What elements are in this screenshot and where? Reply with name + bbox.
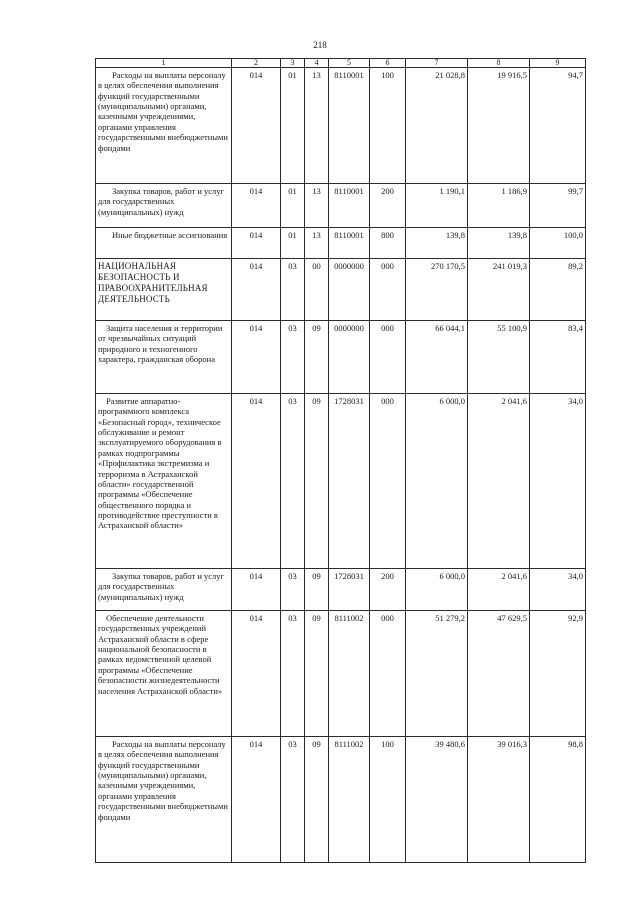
cell-subsection: 09 (305, 394, 329, 569)
row-name-cell (96, 569, 232, 611)
cell-plan: 39 480,6 (406, 737, 468, 863)
cell-subsection: 09 (305, 569, 329, 611)
cell-expense-type: 000 (370, 321, 406, 394)
cell-percent: 100,0 (530, 228, 586, 259)
row-name-cell (96, 394, 232, 569)
row-name-cell (96, 259, 232, 321)
cell-target-item: 8110001 (329, 228, 370, 259)
cell-percent: 34,0 (530, 569, 586, 611)
table-row (96, 68, 586, 184)
cell-expense-type: 200 (370, 569, 406, 611)
cell-plan: 139,8 (406, 228, 468, 259)
cell-grbs: 014 (232, 68, 281, 184)
cell-section: 03 (281, 394, 305, 569)
cell-target-item: 8111002 (329, 611, 370, 737)
cell-percent: 94,7 (530, 68, 586, 184)
table-row (96, 569, 586, 611)
cell-actual: 139,8 (468, 228, 530, 259)
cell-subsection: 13 (305, 68, 329, 184)
cell-target-item: 0000000 (329, 259, 370, 321)
cell-expense-type: 200 (370, 184, 406, 228)
column-header: 6 (370, 59, 406, 68)
row-name: Закупка товаров, работ и услуг для государственных (муниципальных) нужд (98, 186, 225, 217)
row-name-cell (96, 184, 232, 228)
cell-percent: 89,2 (530, 259, 586, 321)
cell-section: 03 (281, 569, 305, 611)
cell-actual: 2 041,6 (468, 394, 530, 569)
cell-target-item: 8111002 (329, 737, 370, 863)
row-name: Развитие аппаратно-программного комплекса «Безопасный город», техническое обслуживание и ремонт эксплуатируемого оборудования в рамках подпрограммы «Профилактика экстремизма и терроризма в Астраханской области» государственной программы «Обеспечение общественного порядка и противодействие преступности в Астраханской области» (98, 396, 222, 531)
table-row (96, 228, 586, 259)
column-header: 4 (305, 59, 329, 68)
cell-actual: 2 041,6 (468, 569, 530, 611)
cell-actual: 47 629,5 (468, 611, 530, 737)
column-header: 3 (281, 59, 305, 68)
column-header: 5 (329, 59, 370, 68)
cell-percent: 92,9 (530, 611, 586, 737)
row-name: Расходы на выплаты персоналу в целях обеспечения выполнения функций государственными (муниципальными) органами, казенными учреждениями, органами управления государственными внебюджетными фондами (98, 739, 228, 822)
cell-grbs: 014 (232, 737, 281, 863)
cell-target-item: 8110001 (329, 68, 370, 184)
cell-grbs: 014 (232, 611, 281, 737)
cell-percent: 99,7 (530, 184, 586, 228)
cell-percent: 83,4 (530, 321, 586, 394)
table-row (96, 259, 586, 321)
cell-subsection: 00 (305, 259, 329, 321)
row-name: Иные бюджетные ассигнования (112, 230, 228, 240)
page-number: 218 (313, 40, 327, 50)
cell-section: 03 (281, 611, 305, 737)
cell-actual: 1 186,9 (468, 184, 530, 228)
cell-subsection: 09 (305, 321, 329, 394)
cell-target-item: 1728031 (329, 394, 370, 569)
cell-target-item: 1728031 (329, 569, 370, 611)
budget-table (95, 58, 586, 863)
table-row (96, 184, 586, 228)
cell-subsection: 13 (305, 228, 329, 259)
cell-section: 01 (281, 228, 305, 259)
row-name-cell (96, 611, 232, 737)
cell-actual: 39 016,3 (468, 737, 530, 863)
cell-expense-type: 100 (370, 737, 406, 863)
cell-plan: 66 044,1 (406, 321, 468, 394)
cell-grbs: 014 (232, 569, 281, 611)
table-row (96, 321, 586, 394)
row-name-cell (96, 737, 232, 863)
cell-grbs: 014 (232, 184, 281, 228)
cell-actual: 19 916,5 (468, 68, 530, 184)
cell-actual: 55 100,9 (468, 321, 530, 394)
cell-subsection: 09 (305, 611, 329, 737)
cell-plan: 6 000,0 (406, 569, 468, 611)
row-name: Расходы на выплаты персоналу в целях обеспечения выполнения функций государственными (муниципальными) органами, казенными учреждениями, органами управления государственными внебюджетными фондами (98, 70, 228, 153)
cell-grbs: 014 (232, 394, 281, 569)
cell-grbs: 014 (232, 321, 281, 394)
cell-subsection: 09 (305, 737, 329, 863)
column-header: 9 (530, 59, 586, 68)
column-header: 8 (468, 59, 530, 68)
cell-plan: 51 279,2 (406, 611, 468, 737)
header-row (96, 59, 586, 68)
cell-section: 03 (281, 259, 305, 321)
row-name-cell (96, 321, 232, 394)
cell-percent: 98,8 (530, 737, 586, 863)
cell-target-item: 0000000 (329, 321, 370, 394)
cell-subsection: 13 (305, 184, 329, 228)
cell-section: 03 (281, 737, 305, 863)
row-name-cell (96, 228, 232, 259)
cell-grbs: 014 (232, 228, 281, 259)
row-name: Закупка товаров, работ и услуг для государственных (муниципальных) нужд (98, 571, 225, 602)
row-name: Обеспечение деятельности государственных учреждений Астраханской области в сфере национальной безопасности в рамках ведомственной целевой программы «Обеспечение безопасности жизнедеятельности населения Астраханской области» (98, 613, 223, 696)
cell-plan: 270 170,5 (406, 259, 468, 321)
row-name: НАЦИОНАЛЬНАЯ БЕЗОПАСНОСТЬ И ПРАВООХРАНИТЕЛЬНАЯ ДЕЯТЕЛЬНОСТЬ (98, 261, 208, 304)
row-name-cell (96, 68, 232, 184)
cell-target-item: 8110001 (329, 184, 370, 228)
cell-actual: 241 019,3 (468, 259, 530, 321)
cell-section: 01 (281, 184, 305, 228)
cell-section: 03 (281, 321, 305, 394)
cell-expense-type: 000 (370, 611, 406, 737)
cell-expense-type: 800 (370, 228, 406, 259)
column-header: 2 (232, 59, 281, 68)
table-row (96, 611, 586, 737)
cell-expense-type: 100 (370, 68, 406, 184)
cell-plan: 6 000,0 (406, 394, 468, 569)
column-header: 7 (406, 59, 468, 68)
row-name: Защита населения и территории от чрезвычайных ситуаций природного и техногенного характера, гражданская оборона (98, 323, 223, 365)
cell-section: 01 (281, 68, 305, 184)
cell-expense-type: 000 (370, 259, 406, 321)
column-header: 1 (96, 59, 232, 68)
cell-plan: 1 190,1 (406, 184, 468, 228)
cell-percent: 34,0 (530, 394, 586, 569)
cell-plan: 21 028,8 (406, 68, 468, 184)
cell-grbs: 014 (232, 259, 281, 321)
table-row (96, 737, 586, 863)
cell-expense-type: 000 (370, 394, 406, 569)
table-row (96, 394, 586, 569)
